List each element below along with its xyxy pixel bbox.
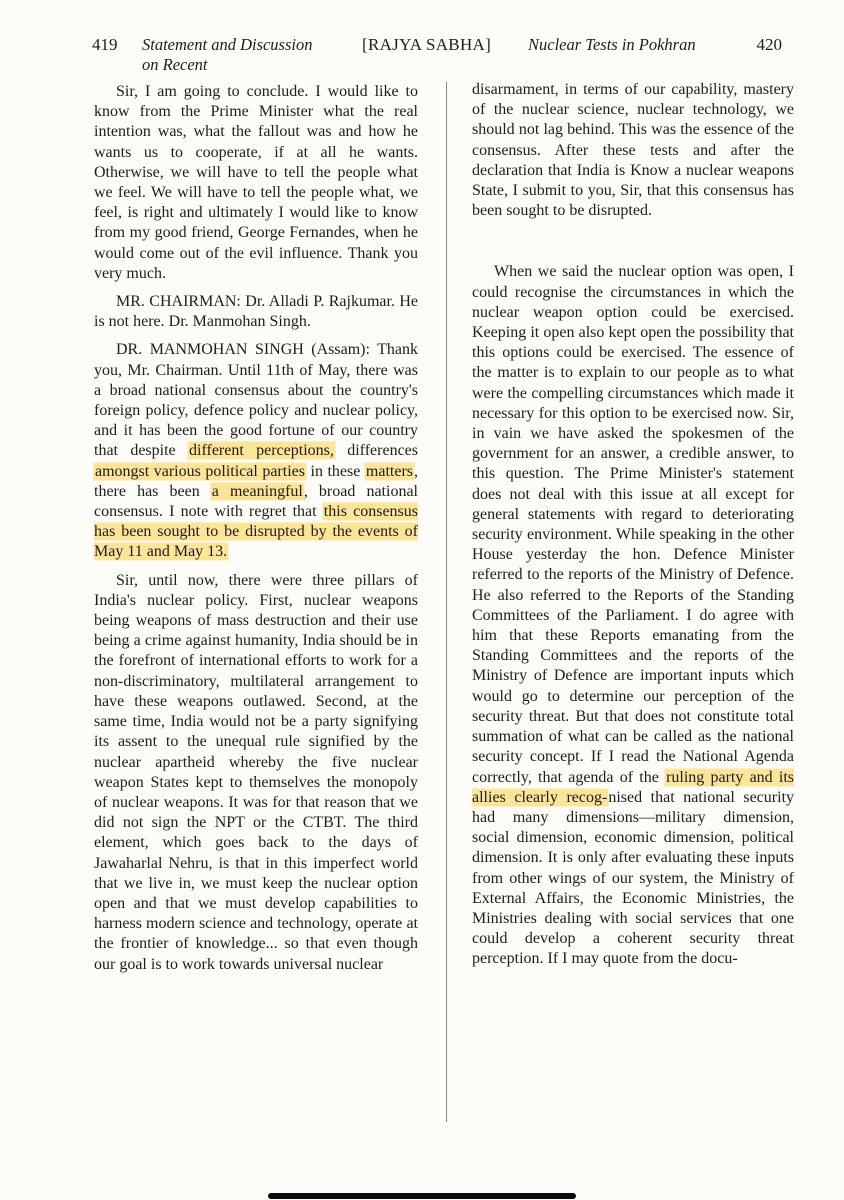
left-column xyxy=(94,82,418,975)
text-run: DR. MANMOHAN SINGH (Assam): Thank you, Mr. Chairman. Until 11th of May, there was a broad national consensus about the country's foreign policy, defence policy and nuclear policy, and it has been the good fortune of our country that despite xyxy=(94,341,418,460)
running-title-right: Nuclear Tests in Pokhran xyxy=(528,35,696,54)
home-indicator-bar[interactable] xyxy=(268,1193,576,1199)
highlighted-text: a meaningful xyxy=(211,482,303,500)
paragraph-manmohan-singh xyxy=(94,340,418,562)
page-number-left: 419 xyxy=(92,35,118,54)
house-name: [RAJYA SABHA] xyxy=(362,35,492,54)
text-run: When we said the nuclear option was open, I could recognise the circumstances in which the nuclear weapon option could be exercised. Keeping it open also kept open the possibility that this options could be exercised. The essence of the matter is to explain to our people as to what were the compelling circumstances which made it necessary for this option to be exercised now. Sir, in vain we have asked the spokesmen of the government for an answer, a credible answer, to this question. The Prime Minister's statement does not deal with this issue at all except for general statements with regard to deteriorating security environment. While speaking in the other House yesterday the hon. Defence Minister referred to the reports of the Ministry of Defence. He also referred to the Reports of the Standing Committees of the Parliament. I do agree with him that these Reports emanating from the Standing Committees and the reports of the Ministry of Defence are important inputs which would go to determine our perception of the security threat. But that does not constitute total summation of what can be called as the national security concept. If I read the National Agenda correctly, that agenda of the xyxy=(472,263,794,786)
running-title-left-line-1: Statement and Discussion xyxy=(142,35,313,54)
paragraph-nuclear-option xyxy=(472,262,794,969)
text-run: , broad national consensus. I note with regret that xyxy=(94,482,418,521)
paragraph-three-pillars: Sir, until now, there were three pillars of India's nuclear policy. First, nuclear weapons being weapons of mass destruction and their use being a crime against humanity, India should be in the forefront of international efforts to work for a non-discriminatory, multilateral arrangement to have these weapons outlawed. Second, at the same time, India would not be a party signifying its assent to the unequal rule signified by the nuclear apartheid whereby the five nuclear weapon States kept to themselves the monopoly of nuclear weapons. It was for that reason that we did not sign the NPT or the CTBT. The third element, which goes back to the days of Jawaharlal Nehru, is that in this imperfect world that we live in, we must keep the nuclear option open and that we must develop capabilities to harness modern science and technology, operate at the frontier of knowledge... so that even though our goal is to work towards universal nuclear xyxy=(94,571,418,973)
right-column xyxy=(472,80,794,970)
text-run: nised that national security had many dimensions—military dimension, social dimension, economic dimension, political dimension. It is only after evaluating these inputs from other wings of our system, the Ministry of External Affairs, the Economic Ministries, the Ministries dealing with social services that one could develop a coherent security threat perception. If I may quote from the docu- xyxy=(472,788,794,968)
paragraph-chairman: MR. CHAIRMAN: Dr. Alladi P. Rajkumar. He is not here. Dr. Manmohan Singh. xyxy=(94,293,418,331)
page-number-right: 420 xyxy=(756,35,782,54)
highlighted-text: different perceptions, xyxy=(189,442,334,460)
text-run: differences xyxy=(334,442,419,460)
text-run: in these xyxy=(305,462,365,480)
highlighted-text: this consensus has been sought to be disrupted by the events of May 11 and May 13. xyxy=(94,503,419,561)
highlighted-text: matters xyxy=(365,462,413,480)
paragraph-conclusion: Sir, I am going to conclude. I would like to know from the Prime Minister what the real intention was, what the fallout was and how he wants us to cooperate, if at all he wants. Otherwise, we will have to tell the people what we feel. We will have to tell the people what, we feel, is right and ultimately I would like to know from my good friend, George Fernandes, when he would come out of the evil influence. Thank you very much. xyxy=(94,83,418,282)
highlighted-text: amongst various political parties xyxy=(95,462,305,480)
running-title-left xyxy=(142,35,342,75)
paragraph-continued: disarmament, in terms of our capability, mastery of the nuclear science, nuclear technology, we should not lag behind. This was the essence of the consensus. After these tests and after the declaration that India is Know a nuclear weapons State, I submit to you, Sir, that this consensus has been sought to be disrupted. xyxy=(472,81,794,220)
text-run: , there has been xyxy=(94,462,418,500)
running-title-left-line-2: on Recent xyxy=(142,55,208,74)
highlighted-text: ruling party and its allies clearly recog- xyxy=(472,768,795,806)
running-head xyxy=(92,35,782,83)
column-divider xyxy=(446,82,447,1122)
